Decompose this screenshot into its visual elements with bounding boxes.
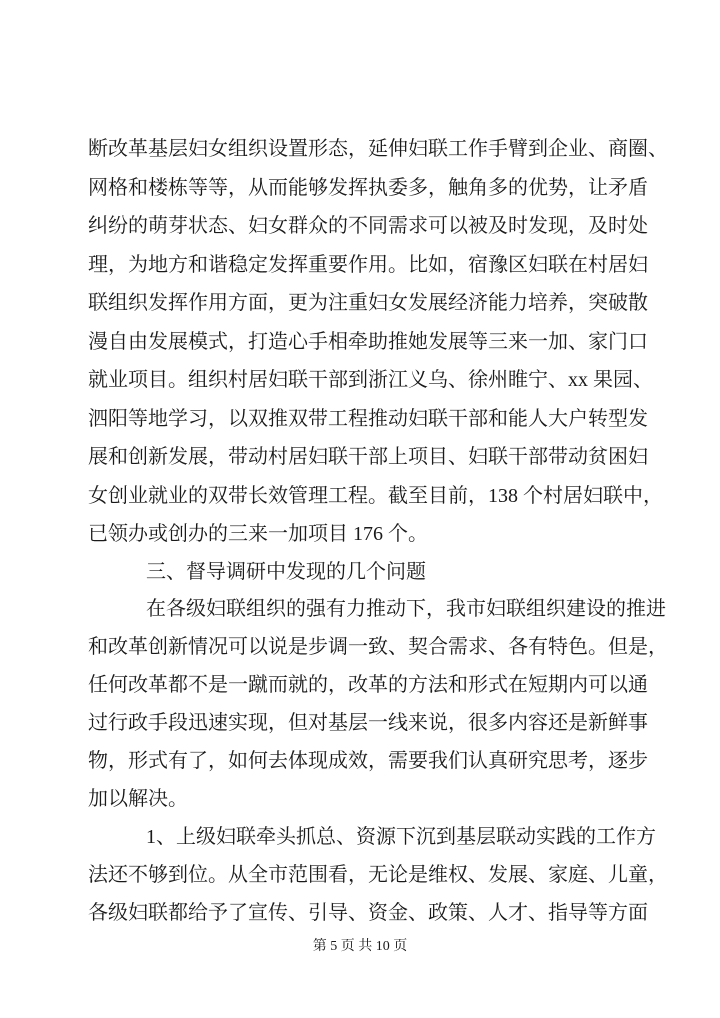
text-line: 任何改革都不是一蹴而就的，改革的方法和形式在短期内可以通 bbox=[88, 674, 648, 696]
text-line: 联组织发挥作用方面，更为注重妇女发展经济能力培养，突破散 bbox=[88, 292, 648, 314]
text-line: 已领办或创办的三来一加项目 176 个。 bbox=[88, 523, 428, 545]
text-line: 女创业就业的双带长效管理工程。截至目前，138 个村居妇联中， bbox=[88, 485, 663, 507]
text-line: 断改革基层妇女组织设置形态，延伸妇联工作手臂到企业、商圈、 bbox=[88, 138, 668, 160]
text-line: 网格和楼栋等等，从而能够发挥执委多，触角多的优势，让矛盾 bbox=[88, 177, 648, 199]
section-heading: 三、督导调研中发现的几个问题 bbox=[146, 561, 426, 583]
text-line: 和改革创新情况可以说是步调一致、契合需求、各有特色。但是， bbox=[88, 636, 668, 658]
text-line: 纠纷的萌芽状态、妇女群众的不同需求可以被及时发现，及时处 bbox=[88, 215, 648, 237]
text-line: 就业项目。组织村居妇联干部到浙江义乌、徐州睢宁、xx 果园、 bbox=[88, 369, 653, 391]
text-line: 过行政手段迅速实现，但对基层一线来说，很多内容还是新鲜事 bbox=[88, 712, 648, 734]
text-line: 加以解决。 bbox=[88, 788, 188, 810]
text-line: 各级妇联都给予了宣传、引导、资金、政策、人才、指导等方面 bbox=[88, 902, 648, 924]
text-line: 漫自由发展模式，打造心手相牵助推她发展等三来一加、家门口 bbox=[88, 331, 648, 353]
text-line: 泗阳等地学习，以双推双带工程推动妇联干部和能人大户转型发 bbox=[88, 408, 648, 430]
text-line: 展和创新发展，带动村居妇联干部上项目、妇联干部带动贫困妇 bbox=[88, 446, 648, 468]
text-line: 法还不够到位。从全市范围看，无论是维权、发展、家庭、儿童， bbox=[88, 864, 668, 886]
text-line: 理，为地方和谐稳定发挥重要作用。比如，宿豫区妇联在村居妇 bbox=[88, 254, 648, 276]
text-line: 在各级妇联组织的强有力推动下，我市妇联组织建设的推进 bbox=[146, 598, 666, 620]
text-line: 1、上级妇联牵头抓总、资源下沉到基层联动实践的工作方 bbox=[146, 826, 656, 848]
page-footer: 第 5 页 共 10 页 bbox=[312, 939, 408, 954]
text-line: 物，形式有了，如何去体现成效，需要我们认真研究思考，逐步 bbox=[88, 750, 648, 772]
